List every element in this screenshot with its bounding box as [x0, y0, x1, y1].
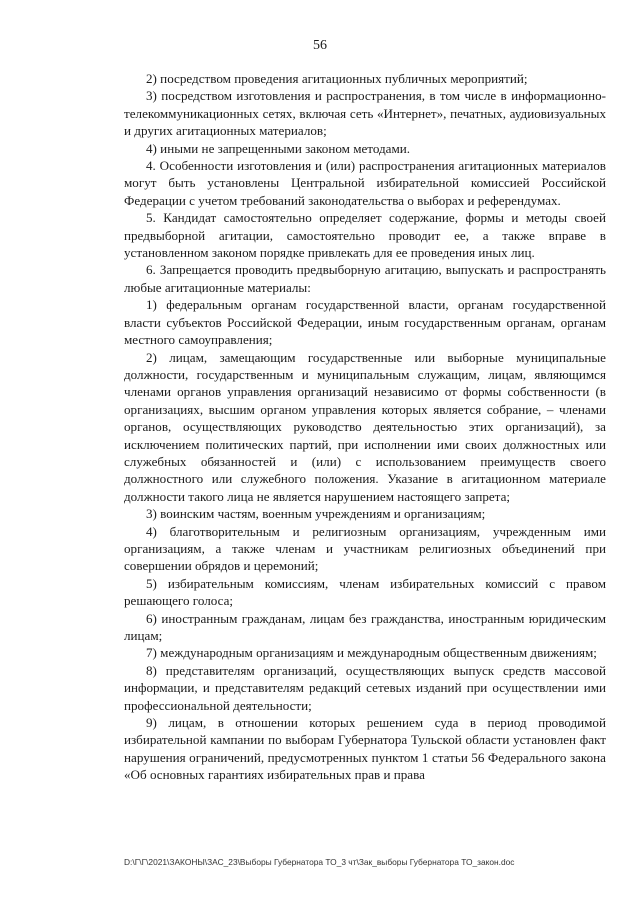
paragraph: 1) федеральным органам государственной власти, органам государственной власти субъектов Российской Федерации, иным государственным органам, органам местного самоуправления;	[124, 297, 606, 348]
paragraph: 9) лицам, в отношении которых решением суда в период проводимой избирательной кампании по выборам Губернатора Тульской области установлен факт нарушения ограничений, предусмотренных пунктом 1 статьи 56 Федерального закона «Об основных гарантиях избирательных прав и права	[124, 715, 606, 783]
paragraph: 5. Кандидат самостоятельно определяет содержание, формы и методы своей предвыборной агитации, самостоятельно проводит ее, а также вправе в установленном законом порядке привлекать для ее проведения иных лиц.	[124, 210, 606, 261]
paragraph: 3) посредством изготовления и распространения, в том числе в информационно-телекоммуникационных сетях, включая сеть «Интернет», печатных, аудиовизуальных и других агитационных материалов;	[124, 88, 606, 139]
paragraph: 8) представителям организаций, осуществляющих выпуск средств массовой информации, и представителям редакций сетевых изданий при осуществлении ими профессиональной деятельности;	[124, 662, 606, 713]
paragraph: 7) международным организациям и международным общественным движениям;	[146, 645, 597, 661]
paragraph: 2) посредством проведения агитационных публичных мероприятий;	[146, 71, 528, 86]
paragraph: 2) лицам, замещающим государственные или выборные муниципальные должности, государственным и муниципальным служащим, лицам, являющимся членами органов управления организаций независимо от формы собственности (в организациях, высшим органом управления которых является собрание, – членами органов, осуществляющих руководство деятельностью этих организаций), за исключением политических партий, при исполнении ими своих должностных или служебных обязанностей и (или) с использованием преимуществ своего должностного или служебного положения. Указание в агитационном материале должности такого лица не является нарушением настоящего запрета;	[124, 349, 606, 504]
paragraph: 6. Запрещается проводить предвыборную агитацию, выпускать и распространять любые агитационные материалы:	[124, 262, 606, 295]
paragraph: 6) иностранным гражданам, лицам без гражданства, иностранным юридическим лицам;	[124, 610, 606, 643]
paragraph: 4) благотворительным и религиозным организациям, учрежденным ими организациям, а также членам и участникам религиозных объединений при совершении обрядов и церемоний;	[124, 523, 606, 574]
footer-file-path: D:\Г\Г\2021\ЗАКОНЫ\ЗАС_23\Выборы Губернатора ТО_3 чт\Зак_выборы Губернатора ТО_закон.doc	[124, 857, 515, 867]
page-number: 56	[313, 38, 327, 53]
paragraph: 5) избирательным комиссиям, членам избирательных комиссий с правом решающего голоса;	[124, 575, 606, 609]
document-body	[124, 70, 606, 784]
paragraph: 4) иными не запрещенными законом методами.	[146, 140, 411, 156]
paragraph: 3) воинским частям, военным учреждениям и организациям;	[146, 506, 486, 522]
paragraph: 4. Особенности изготовления и (или) распространения агитационных материалов могут быть установлены Центральной избирательной комиссией Российской Федерации с учетом требований законодательства о выборах и референдумах.	[124, 158, 606, 208]
